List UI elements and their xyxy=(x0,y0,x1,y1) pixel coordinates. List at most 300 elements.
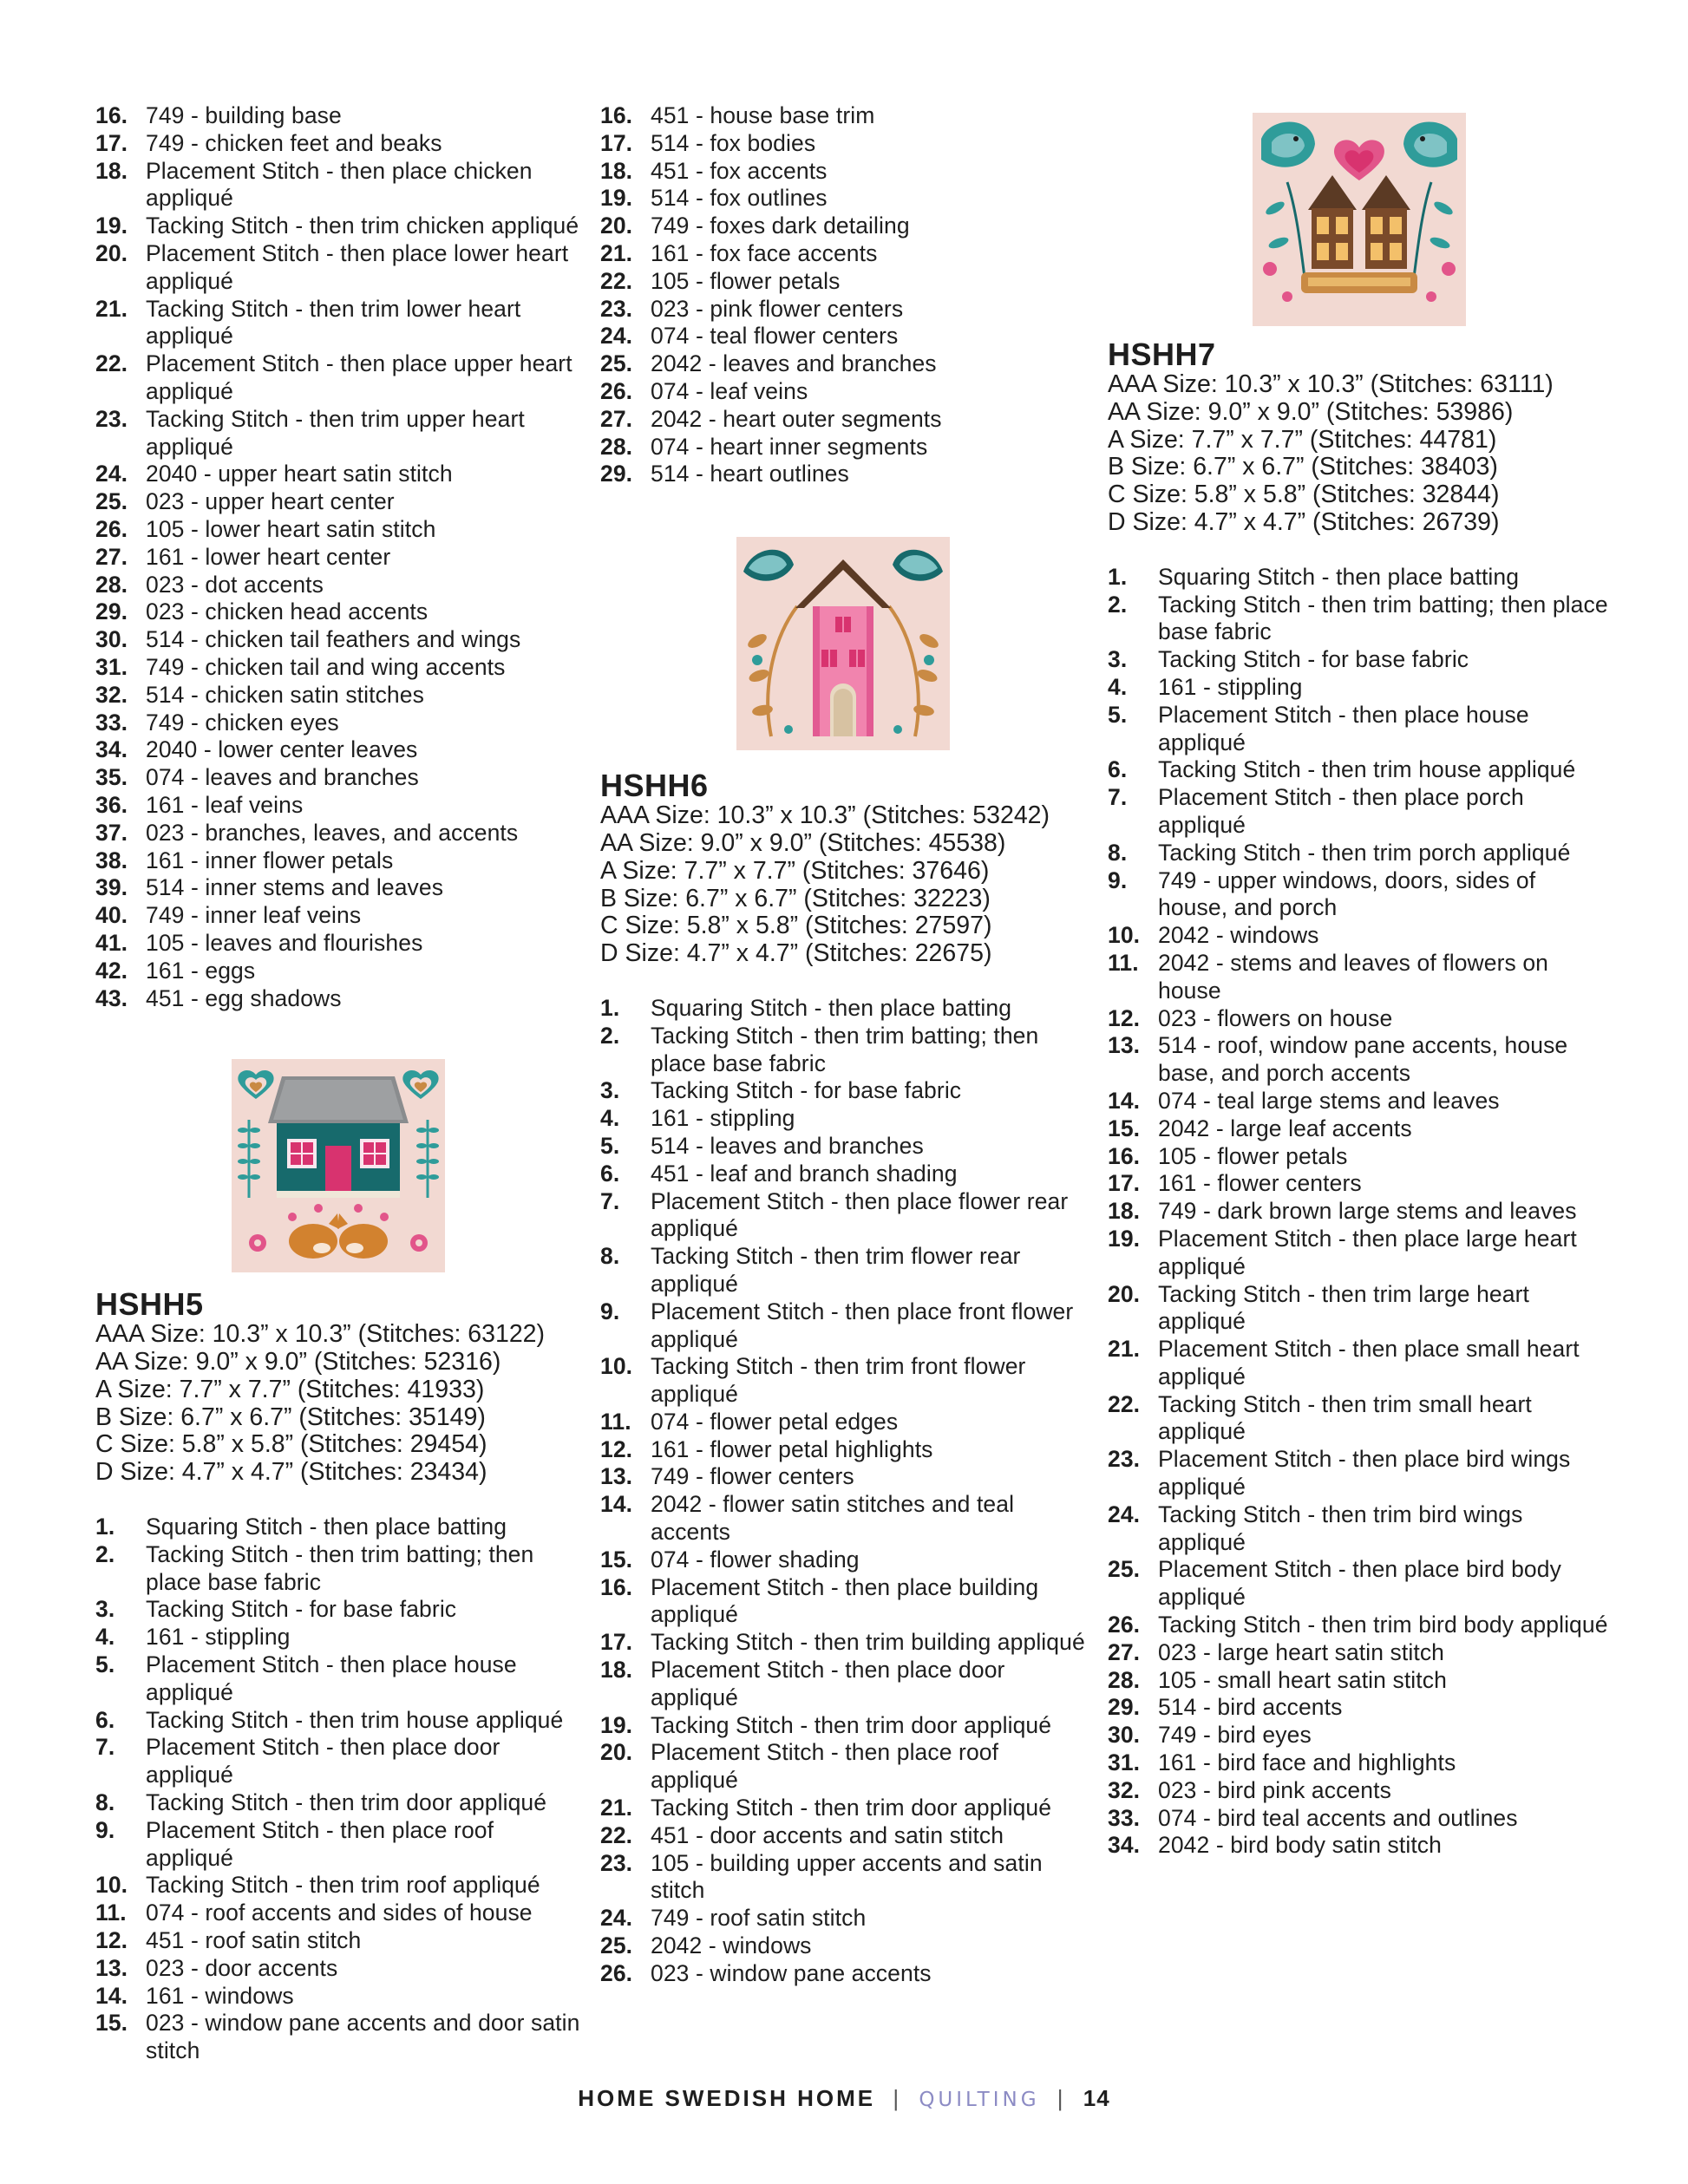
step-item xyxy=(95,296,581,351)
step-item xyxy=(95,1651,581,1707)
step-text: Placement Stitch - then place porch appliqué xyxy=(1158,784,1524,838)
step-text: 2042 - stems and leaves of flowers on house xyxy=(1158,949,1549,1004)
size-line: AA Size: 9.0” x 9.0” (Stitches: 53986) xyxy=(1108,397,1514,426)
step-number: 20. xyxy=(1108,1280,1141,1307)
step-text: 2042 - heart outer segments xyxy=(651,405,942,432)
step-item xyxy=(1108,756,1611,784)
step-item xyxy=(1108,1446,1611,1501)
step-text: Squaring Stitch - then place batting xyxy=(1158,563,1520,590)
step-text: 514 - roof, window pane accents, house base, and porch accents xyxy=(1158,1032,1568,1087)
step-number: 42. xyxy=(95,957,128,984)
step-item xyxy=(1108,1032,1611,1088)
step-number: 10. xyxy=(600,1353,633,1380)
step-text: 2040 - lower center leaves xyxy=(146,736,418,763)
step-number: 12. xyxy=(600,1435,633,1462)
step-number: 33. xyxy=(95,709,128,736)
step-item xyxy=(600,1188,1086,1244)
step-number: 32. xyxy=(1108,1776,1141,1803)
step-item xyxy=(1108,867,1611,923)
step-text: 161 - eggs xyxy=(146,957,256,984)
step-text: 161 - inner flower petals xyxy=(146,847,394,873)
step-item xyxy=(95,158,581,213)
step-item xyxy=(95,2010,581,2065)
step-item xyxy=(95,820,581,847)
step-number: 23. xyxy=(1108,1446,1141,1473)
step-item xyxy=(600,1546,1086,1574)
step-text: 074 - heart inner segments xyxy=(651,433,928,460)
step-item xyxy=(95,1789,581,1817)
step-item xyxy=(95,1734,581,1789)
step-item xyxy=(95,516,581,544)
step-number: 11. xyxy=(1108,949,1139,976)
step-number: 4. xyxy=(95,1624,115,1651)
size-line: AAA Size: 10.3” x 10.3” (Stitches: 53242) xyxy=(600,801,1050,830)
step-item xyxy=(1108,1777,1611,1805)
step-item xyxy=(95,1541,581,1597)
step-item xyxy=(600,1822,1086,1850)
step-number: 32. xyxy=(95,681,128,708)
step-number: 24. xyxy=(95,461,128,487)
step-number: 16. xyxy=(600,1573,633,1600)
step-item xyxy=(600,1077,1086,1105)
step-number: 20. xyxy=(95,239,128,266)
step-number: 19. xyxy=(1108,1225,1141,1252)
size-line: C Size: 5.8” x 5.8” (Stitches: 29454) xyxy=(95,1430,487,1459)
step-text: 514 - chicken tail feathers and wings xyxy=(146,626,521,653)
step-number: 17. xyxy=(600,129,633,156)
step-number: 16. xyxy=(95,102,128,128)
step-number: 6. xyxy=(95,1706,115,1733)
step-number: 26. xyxy=(600,1959,633,1986)
step-number: 2. xyxy=(1108,591,1128,618)
step-number: 27. xyxy=(95,543,128,570)
step-text: Tacking Stitch - then trim roof appliqué xyxy=(146,1872,540,1899)
step-text: Tacking Stitch - then trim large heart appliqué xyxy=(1158,1280,1529,1335)
step-text: Placement Stitch - then place chicken appliqué xyxy=(146,157,533,212)
step-number: 25. xyxy=(1108,1556,1141,1583)
step-item xyxy=(600,995,1086,1023)
step-item xyxy=(600,213,1086,240)
step-text: 105 - small heart satin stitch xyxy=(1158,1666,1447,1693)
size-line: D Size: 4.7” x 4.7” (Stitches: 22675) xyxy=(600,939,992,968)
step-item xyxy=(600,185,1086,213)
step-text: 161 - leaf veins xyxy=(146,791,304,818)
hshh7-thumbnail xyxy=(1253,113,1466,326)
hshh5-title: HSHH5 xyxy=(95,1286,204,1323)
step-item xyxy=(1108,922,1611,950)
step-number: 6. xyxy=(600,1160,620,1187)
step-text: 2042 - bird body satin stitch xyxy=(1158,1832,1442,1859)
step-text: Tacking Stitch - then trim door appliqué xyxy=(651,1711,1052,1738)
step-text: 161 - stippling xyxy=(146,1624,291,1651)
step-text: Placement Stitch - then place house appliqué xyxy=(1158,701,1529,755)
step-item xyxy=(1108,1170,1611,1198)
step-number: 31. xyxy=(1108,1749,1141,1776)
step-text: Placement Stitch - then place door appliqué xyxy=(146,1734,501,1788)
step-item xyxy=(1108,1198,1611,1226)
step-number: 35. xyxy=(95,764,128,791)
step-item xyxy=(600,130,1086,158)
step-text: Tacking Stitch - then trim batting; then place base fabric xyxy=(146,1540,534,1595)
step-number: 26. xyxy=(600,377,633,404)
step-text: 749 - upper windows, doors, sides of house, and porch xyxy=(1158,866,1536,921)
step-text: Tacking Stitch - then trim upper heart appliqué xyxy=(146,405,525,460)
step-text: 2042 - large leaf accents xyxy=(1158,1115,1412,1141)
size-line: C Size: 5.8” x 5.8” (Stitches: 27597) xyxy=(600,912,992,940)
step-number: 9. xyxy=(600,1298,620,1324)
step-item xyxy=(600,1795,1086,1822)
step-item xyxy=(600,268,1086,296)
step-item xyxy=(95,902,581,930)
hshh5-steps-continued xyxy=(600,102,1086,488)
step-item xyxy=(600,1243,1086,1298)
step-text: 161 - lower heart center xyxy=(146,543,391,570)
step-text: Tacking Stitch - for base fabric xyxy=(651,1077,962,1104)
hshh6-sizes xyxy=(600,802,1086,968)
footer-separator: | xyxy=(893,2085,902,2111)
step-text: 023 - upper heart center xyxy=(146,488,395,515)
step-text: 105 - flower petals xyxy=(651,267,841,294)
step-number: 4. xyxy=(600,1105,620,1132)
step-number: 10. xyxy=(95,1872,128,1899)
step-text: 749 - roof satin stitch xyxy=(651,1905,867,1932)
step-number: 24. xyxy=(1108,1501,1141,1527)
step-item xyxy=(95,958,581,985)
step-number: 15. xyxy=(1108,1115,1141,1141)
step-number: 31. xyxy=(95,653,128,680)
step-item xyxy=(1108,950,1611,1005)
step-item xyxy=(1108,784,1611,840)
step-item xyxy=(95,572,581,599)
step-number: 19. xyxy=(600,1711,633,1738)
step-number: 12. xyxy=(1108,1004,1141,1031)
step-text: Placement Stitch - then place bird body appliqué xyxy=(1158,1556,1561,1611)
step-text: 749 - chicken tail and wing accents xyxy=(146,653,506,680)
step-item xyxy=(1108,564,1611,592)
step-number: 7. xyxy=(600,1187,620,1214)
step-item xyxy=(600,323,1086,350)
size-line: A Size: 7.7” x 7.7” (Stitches: 44781) xyxy=(1108,425,1497,454)
step-item xyxy=(600,1739,1086,1795)
step-item xyxy=(1108,702,1611,757)
step-number: 25. xyxy=(600,350,633,377)
step-number: 5. xyxy=(95,1651,115,1678)
size-line: AA Size: 9.0” x 9.0” (Stitches: 45538) xyxy=(600,828,1006,857)
step-text: Placement Stitch - then place door appliqué xyxy=(651,1657,1005,1710)
step-text: 161 - stippling xyxy=(651,1105,795,1132)
step-text: Tacking Stitch - then trim flower rear appliqué xyxy=(651,1243,1021,1297)
step-item xyxy=(95,654,581,682)
step-text: 749 - inner leaf veins xyxy=(146,902,362,929)
step-text: Placement Stitch - then place roof appliqué xyxy=(651,1739,999,1794)
step-item xyxy=(600,1712,1086,1740)
step-number: 8. xyxy=(1108,839,1128,866)
column-3 xyxy=(1108,102,1611,1860)
step-number: 26. xyxy=(1108,1612,1141,1638)
step-number: 7. xyxy=(1108,784,1128,811)
step-item xyxy=(1108,1556,1611,1612)
step-text: 074 - teal large stems and leaves xyxy=(1158,1087,1500,1114)
step-text: 749 - bird eyes xyxy=(1158,1722,1312,1749)
step-number: 24. xyxy=(600,323,633,350)
step-number: 25. xyxy=(95,488,128,515)
step-item xyxy=(600,350,1086,378)
step-number: 13. xyxy=(600,1463,633,1490)
step-number: 3. xyxy=(1108,646,1128,673)
step-number: 21. xyxy=(600,239,633,266)
size-line: B Size: 6.7” x 6.7” (Stitches: 35149) xyxy=(95,1403,486,1431)
step-item xyxy=(95,626,581,654)
step-text: Tacking Stitch - then trim door appliqué xyxy=(146,1789,547,1816)
step-item xyxy=(95,1872,581,1900)
step-text: Tacking Stitch - for base fabric xyxy=(146,1596,457,1623)
step-number: 14. xyxy=(95,1982,128,2009)
step-text: 161 - flower petal highlights xyxy=(651,1435,933,1462)
step-number: 23. xyxy=(600,1849,633,1876)
step-number: 18. xyxy=(600,157,633,184)
step-text: 023 - bird pink accents xyxy=(1158,1776,1391,1803)
step-item xyxy=(95,1955,581,1983)
column-2 xyxy=(600,102,1086,1988)
step-item xyxy=(95,461,581,488)
step-text: 749 - flower centers xyxy=(651,1463,854,1490)
step-item xyxy=(1108,840,1611,867)
step-number: 34. xyxy=(1108,1832,1141,1859)
step-item xyxy=(1108,1143,1611,1171)
step-text: 749 - chicken feet and beaks xyxy=(146,129,442,156)
step-number: 19. xyxy=(95,213,128,239)
step-item xyxy=(600,1905,1086,1932)
step-item xyxy=(1108,592,1611,647)
step-number: 21. xyxy=(1108,1336,1141,1363)
step-text: Placement Stitch - then place small heart appliqué xyxy=(1158,1336,1580,1390)
step-text: 514 - bird accents xyxy=(1158,1694,1343,1721)
step-text: 074 - leaves and branches xyxy=(146,764,419,791)
step-number: 17. xyxy=(95,129,128,156)
size-line: AA Size: 9.0” x 9.0” (Stitches: 52316) xyxy=(95,1348,501,1376)
step-number: 9. xyxy=(1108,866,1128,893)
step-number: 12. xyxy=(95,1927,128,1954)
step-number: 36. xyxy=(95,791,128,818)
step-text: 514 - leaves and branches xyxy=(651,1132,924,1159)
step-item xyxy=(95,1927,581,1955)
step-item xyxy=(600,1298,1086,1354)
column-1 xyxy=(95,102,581,2065)
step-text: Tacking Stitch - then trim bird body appliqué xyxy=(1158,1612,1608,1638)
step-item xyxy=(1108,1391,1611,1447)
step-item xyxy=(1108,1667,1611,1695)
step-text: 074 - flower shading xyxy=(651,1546,860,1573)
step-item xyxy=(600,240,1086,268)
footer-separator: | xyxy=(1057,2085,1066,2111)
step-number: 21. xyxy=(95,295,128,322)
step-text: 074 - flower petal edges xyxy=(651,1408,899,1435)
step-number: 30. xyxy=(95,626,128,653)
step-text: Tacking Stitch - then trim batting; then place base fabric xyxy=(1158,591,1608,645)
step-number: 18. xyxy=(95,157,128,184)
step-text: 074 - roof accents and sides of house xyxy=(146,1900,533,1926)
step-text: Placement Stitch - then place lower heart appliqué xyxy=(146,239,569,294)
step-number: 14. xyxy=(1108,1087,1141,1114)
step-number: 34. xyxy=(95,736,128,763)
step-text: 023 - pink flower centers xyxy=(651,295,904,322)
step-text: 514 - chicken satin stitches xyxy=(146,681,424,708)
step-number: 3. xyxy=(600,1077,620,1104)
step-text: 023 - window pane accents xyxy=(651,1959,932,1986)
hshh5-house-with-foxes-image xyxy=(232,1059,445,1272)
step-text: 2042 - flower satin stitches and teal accents xyxy=(651,1491,1015,1546)
step-number: 27. xyxy=(1108,1638,1141,1665)
step-item xyxy=(95,682,581,709)
step-text: 2042 - windows xyxy=(651,1932,812,1959)
step-text: 161 - stippling xyxy=(1158,673,1303,700)
step-item xyxy=(600,434,1086,461)
step-item xyxy=(1108,1088,1611,1115)
step-text: 514 - heart outlines xyxy=(651,461,849,487)
step-number: 29. xyxy=(1108,1694,1141,1721)
step-text: 749 - dark brown large stems and leaves xyxy=(1158,1198,1577,1225)
size-line: AAA Size: 10.3” x 10.3” (Stitches: 63111) xyxy=(1108,370,1554,398)
step-number: 1. xyxy=(95,1514,115,1540)
step-text: 105 - flower petals xyxy=(1158,1142,1348,1169)
step-item xyxy=(95,488,581,516)
step-text: 074 - leaf veins xyxy=(651,377,808,404)
step-text: Placement Stitch - then place roof appliqué xyxy=(146,1816,494,1871)
hshh7-title: HSHH7 xyxy=(1108,337,1216,372)
step-item xyxy=(600,1436,1086,1464)
step-text: Placement Stitch - then place front flower appliqué xyxy=(651,1298,1074,1352)
step-text: Tacking Stitch - then trim door appliqué xyxy=(651,1795,1052,1821)
hshh5-steps xyxy=(95,1514,581,2065)
hshh6-thumbnail xyxy=(736,537,950,750)
step-item xyxy=(95,847,581,875)
step-number: 23. xyxy=(600,295,633,322)
step-item xyxy=(95,406,581,461)
step-text: 749 - foxes dark detailing xyxy=(651,213,910,239)
hshh5-thumbnail xyxy=(232,1059,445,1272)
step-text: 451 - roof satin stitch xyxy=(146,1927,362,1954)
step-text: 023 - flowers on house xyxy=(1158,1004,1393,1031)
step-item xyxy=(95,930,581,958)
step-text: Tacking Stitch - then trim lower heart appliqué xyxy=(146,295,521,350)
step-text: Tacking Stitch - then trim bird wings appliqué xyxy=(1158,1501,1523,1555)
step-number: 25. xyxy=(600,1932,633,1959)
step-text: Placement Stitch - then place large heart appliqué xyxy=(1158,1225,1577,1279)
step-item xyxy=(600,1657,1086,1712)
step-item xyxy=(1108,1639,1611,1667)
step-text: Tacking Stitch - then trim house appliqué xyxy=(1158,756,1576,783)
step-item xyxy=(600,1353,1086,1409)
step-text: 451 - egg shadows xyxy=(146,984,342,1011)
step-item xyxy=(95,1900,581,1927)
step-number: 27. xyxy=(600,405,633,432)
step-item xyxy=(95,1983,581,2011)
size-line: D Size: 4.7” x 4.7” (Stitches: 23434) xyxy=(95,1458,487,1487)
step-text: 451 - door accents and satin stitch xyxy=(651,1821,1004,1848)
step-item xyxy=(95,1624,581,1651)
step-text: 451 - fox accents xyxy=(651,157,828,184)
step-text: Placement Stitch - then place upper heart appliqué xyxy=(146,350,572,404)
step-number: 1. xyxy=(1108,563,1128,590)
step-number: 13. xyxy=(95,1954,128,1981)
step-number: 13. xyxy=(1108,1032,1141,1059)
hshh4-steps-continued xyxy=(95,102,581,1012)
step-item xyxy=(600,1932,1086,1960)
step-text: 161 - fox face accents xyxy=(651,239,878,266)
step-number: 1. xyxy=(600,994,620,1021)
step-item xyxy=(600,378,1086,406)
step-item xyxy=(1108,646,1611,674)
page-footer xyxy=(0,2085,1688,2112)
size-line: B Size: 6.7” x 6.7” (Stitches: 38403) xyxy=(1108,453,1498,481)
hshh7-steps xyxy=(1108,564,1611,1860)
step-item xyxy=(600,1409,1086,1436)
step-number: 40. xyxy=(95,902,128,929)
step-item xyxy=(600,1023,1086,1078)
size-line: A Size: 7.7” x 7.7” (Stitches: 41933) xyxy=(95,1375,485,1403)
step-text: Tacking Stitch - then trim small heart appliqué xyxy=(1158,1390,1532,1445)
step-item xyxy=(95,1707,581,1735)
step-number: 20. xyxy=(600,213,633,239)
step-number: 28. xyxy=(95,571,128,598)
step-item xyxy=(1108,1832,1611,1860)
step-number: 26. xyxy=(95,515,128,542)
step-number: 8. xyxy=(600,1243,620,1270)
step-item xyxy=(600,1629,1086,1657)
step-item xyxy=(95,1596,581,1624)
step-text: 749 - chicken eyes xyxy=(146,709,339,736)
step-number: 10. xyxy=(1108,922,1141,949)
step-item xyxy=(600,1491,1086,1546)
step-item xyxy=(1108,1694,1611,1722)
step-text: Placement Stitch - then place bird wings appliqué xyxy=(1158,1446,1571,1501)
step-number: 19. xyxy=(600,185,633,212)
step-item xyxy=(95,130,581,158)
step-number: 18. xyxy=(1108,1198,1141,1225)
page-number: 14 xyxy=(1083,2085,1110,2111)
step-number: 22. xyxy=(600,1821,633,1848)
step-text: Placement Stitch - then place flower rear appliqué xyxy=(651,1187,1069,1242)
step-number: 6. xyxy=(1108,756,1128,783)
step-number: 17. xyxy=(1108,1170,1141,1197)
step-item xyxy=(95,1817,581,1873)
step-item xyxy=(600,406,1086,434)
step-text: 105 - building upper accents and satin stitch xyxy=(651,1849,1043,1904)
hshh6-pink-house-with-flowers-image xyxy=(736,537,950,750)
step-text: 074 - teal flower centers xyxy=(651,323,899,350)
step-number: 16. xyxy=(600,102,633,128)
step-number: 8. xyxy=(95,1789,115,1816)
step-item xyxy=(1108,1501,1611,1557)
step-number: 33. xyxy=(1108,1804,1141,1831)
step-number: 22. xyxy=(600,267,633,294)
step-number: 11. xyxy=(95,1900,127,1926)
footer-brand: HOME SWEDISH HOME xyxy=(578,2085,876,2111)
step-text: Tacking Stitch - then trim building appliqué xyxy=(651,1629,1085,1656)
step-number: 7. xyxy=(95,1734,115,1761)
step-number: 15. xyxy=(95,2010,128,2037)
hshh7-sizes xyxy=(1108,371,1611,537)
step-text: 161 - bird face and highlights xyxy=(1158,1749,1456,1776)
step-item xyxy=(95,544,581,572)
step-number: 22. xyxy=(1108,1390,1141,1417)
step-text: 105 - lower heart satin stitch xyxy=(146,515,436,542)
step-item xyxy=(95,709,581,737)
step-text: Tacking Stitch - then trim porch appliqué xyxy=(1158,839,1571,866)
size-line: AAA Size: 10.3” x 10.3” (Stitches: 63122) xyxy=(95,1320,546,1349)
step-number: 17. xyxy=(600,1629,633,1656)
step-item xyxy=(95,764,581,792)
